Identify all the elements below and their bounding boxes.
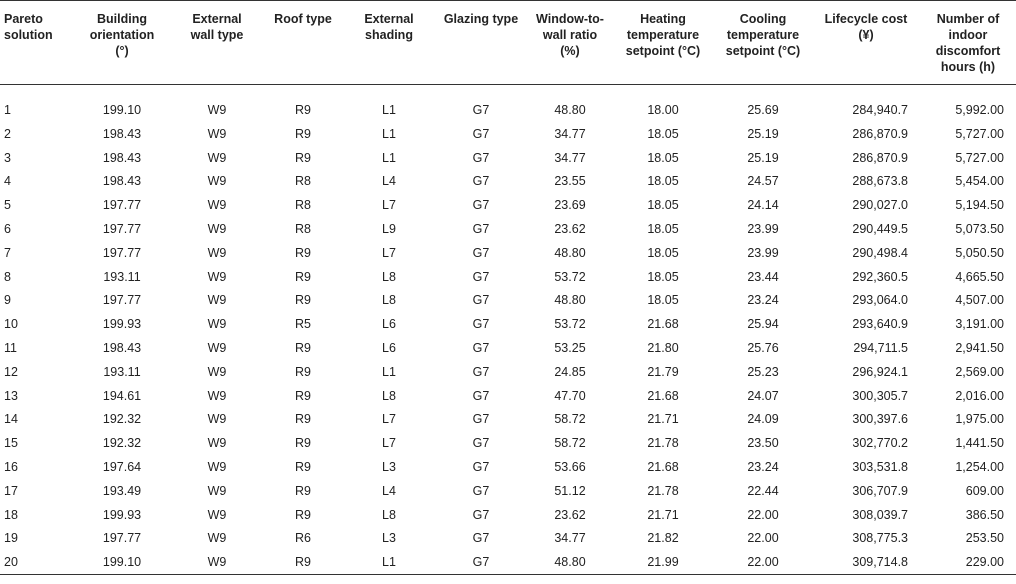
cell-external-wall-type: W9 [207, 245, 227, 260]
cell-lifecycle-cost: 303,531.8 [852, 460, 908, 475]
cell-lifecycle-cost: 306,707.9 [852, 483, 908, 498]
cell-glazing-type: G7 [472, 531, 490, 546]
cell-window-to-wall-ratio: 23.62 [554, 507, 586, 522]
cell-discomfort-hours: 4,665.50 [955, 269, 1004, 284]
cell-glazing-type: G7 [472, 507, 490, 522]
cell-cooling-setpoint: 24.09 [747, 412, 779, 427]
cell-glazing-type: G7 [472, 174, 490, 189]
cell-discomfort-hours: 2,941.50 [955, 341, 1004, 356]
cell-building-orientation: 198.43 [102, 126, 142, 141]
table-row [0, 312, 1016, 336]
cell-roof-type: R9 [295, 436, 311, 451]
cell-heating-setpoint: 18.00 [647, 102, 679, 117]
cell-lifecycle-cost: 288,673.8 [852, 174, 908, 189]
cell-external-shading: L3 [382, 460, 396, 475]
cell-glazing-type: G7 [472, 293, 490, 308]
cell-external-wall-type: W9 [207, 317, 227, 332]
cell-pareto-solution: 2 [4, 126, 11, 141]
cell-window-to-wall-ratio: 48.80 [554, 245, 586, 260]
table-row [0, 146, 1016, 170]
cell-lifecycle-cost: 302,770.2 [852, 436, 908, 451]
header-roof-type: Roof type [262, 1, 344, 85]
table-body [0, 85, 1016, 575]
header-discomfort-hours: Number of indoor discomfort hours (h) [920, 1, 1016, 85]
cell-pareto-solution: 19 [4, 531, 18, 546]
cell-lifecycle-cost: 300,305.7 [852, 388, 908, 403]
cell-discomfort-hours: 253.50 [965, 531, 1004, 546]
cell-roof-type: R9 [295, 126, 311, 141]
cell-building-orientation: 198.43 [102, 341, 142, 356]
table-row [0, 431, 1016, 455]
cell-external-wall-type: W9 [207, 341, 227, 356]
cell-window-to-wall-ratio: 23.55 [554, 174, 586, 189]
cell-building-orientation: 197.77 [102, 198, 142, 213]
cell-lifecycle-cost: 284,940.7 [852, 102, 908, 117]
cell-roof-type: R8 [295, 222, 311, 237]
cell-window-to-wall-ratio: 58.72 [554, 412, 586, 427]
cell-pareto-solution: 9 [4, 293, 11, 308]
cell-glazing-type: G7 [472, 483, 490, 498]
cell-window-to-wall-ratio: 34.77 [554, 150, 586, 165]
cell-cooling-setpoint: 25.19 [747, 126, 779, 141]
table-row [0, 360, 1016, 384]
table-row [0, 241, 1016, 265]
cell-external-wall-type: W9 [207, 436, 227, 451]
cell-lifecycle-cost: 308,775.3 [852, 531, 908, 546]
cell-pareto-solution: 12 [4, 364, 18, 379]
cell-cooling-setpoint: 22.00 [747, 531, 779, 546]
cell-heating-setpoint: 18.05 [647, 293, 679, 308]
cell-external-wall-type: W9 [207, 388, 227, 403]
cell-window-to-wall-ratio: 53.25 [554, 341, 586, 356]
cell-external-wall-type: W9 [172, 550, 262, 574]
header-external-wall-type: External wall type [172, 1, 262, 85]
header-cooling-setpoint: Cooling temperature setpoint (°C) [714, 1, 812, 85]
cell-external-shading: L6 [382, 317, 396, 332]
cell-building-orientation: 199.93 [102, 507, 142, 522]
cell-discomfort-hours: 5,194.50 [955, 198, 1004, 213]
cell-roof-type: R9 [295, 269, 311, 284]
cell-external-shading: L4 [382, 483, 396, 498]
table-row [0, 503, 1016, 527]
cell-building-orientation: 197.77 [102, 222, 142, 237]
cell-building-orientation: 197.77 [102, 293, 142, 308]
cell-external-shading: L1 [382, 102, 396, 117]
cell-building-orientation: 199.93 [102, 317, 142, 332]
cell-glazing-type: G7 [472, 126, 490, 141]
cell-heating-setpoint: 21.71 [647, 412, 679, 427]
cell-glazing-type: G7 [472, 198, 490, 213]
cell-external-wall-type: W9 [207, 102, 227, 117]
table-row [0, 85, 1016, 123]
cell-roof-type: R6 [295, 531, 311, 546]
cell-pareto-solution: 6 [4, 222, 11, 237]
cell-external-shading: L1 [344, 550, 434, 574]
cell-glazing-type: G7 [472, 317, 490, 332]
cell-cooling-setpoint: 25.94 [747, 317, 779, 332]
cell-external-wall-type: W9 [207, 150, 227, 165]
cell-building-orientation: 198.43 [102, 150, 142, 165]
cell-window-to-wall-ratio: 58.72 [554, 436, 586, 451]
cell-discomfort-hours: 386.50 [965, 507, 1004, 522]
cell-roof-type: R9 [262, 550, 344, 574]
cell-external-wall-type: W9 [207, 126, 227, 141]
cell-window-to-wall-ratio: 53.72 [554, 269, 586, 284]
table-row [0, 527, 1016, 551]
table-row [0, 289, 1016, 313]
cell-heating-setpoint: 18.05 [647, 174, 679, 189]
cell-cooling-setpoint: 25.76 [747, 341, 779, 356]
cell-glazing-type: G7 [434, 550, 528, 574]
cell-cooling-setpoint: 23.44 [747, 269, 779, 284]
cell-roof-type: R9 [295, 293, 311, 308]
cell-glazing-type: G7 [472, 222, 490, 237]
cell-glazing-type: G7 [472, 102, 490, 117]
cell-building-orientation: 198.43 [102, 174, 142, 189]
cell-roof-type: R9 [295, 507, 311, 522]
cell-building-orientation: 192.32 [102, 412, 142, 427]
cell-lifecycle-cost: 300,397.6 [852, 412, 908, 427]
table-row [0, 217, 1016, 241]
cell-roof-type: R8 [295, 198, 311, 213]
table-row [0, 265, 1016, 289]
cell-pareto-solution: 14 [4, 412, 18, 427]
cell-window-to-wall-ratio: 34.77 [554, 126, 586, 141]
cell-glazing-type: G7 [472, 460, 490, 475]
cell-pareto-solution: 8 [4, 269, 11, 284]
cell-window-to-wall-ratio: 48.80 [554, 102, 586, 117]
cell-cooling-setpoint: 23.24 [747, 293, 779, 308]
header-glazing-type: Glazing type [434, 1, 528, 85]
cell-external-wall-type: W9 [207, 507, 227, 522]
cell-window-to-wall-ratio: 48.80 [528, 550, 612, 574]
cell-cooling-setpoint: 23.50 [747, 436, 779, 451]
header-lifecycle-cost: Lifecycle cost (¥) [812, 1, 920, 85]
cell-cooling-setpoint: 24.14 [747, 198, 779, 213]
cell-pareto-solution: 15 [4, 436, 18, 451]
table-row [0, 408, 1016, 432]
header-external-shading: External shading [344, 1, 434, 85]
cell-heating-setpoint: 21.68 [647, 388, 679, 403]
cell-glazing-type: G7 [472, 150, 490, 165]
cell-roof-type: R9 [295, 412, 311, 427]
cell-building-orientation: 197.77 [102, 531, 142, 546]
cell-building-orientation: 197.64 [102, 460, 142, 475]
cell-discomfort-hours: 5,727.00 [955, 150, 1004, 165]
cell-roof-type: R9 [295, 245, 311, 260]
cell-external-shading: L1 [382, 126, 396, 141]
cell-external-wall-type: W9 [207, 364, 227, 379]
cell-roof-type: R5 [295, 317, 311, 332]
cell-roof-type: R9 [295, 150, 311, 165]
cell-external-shading: L1 [382, 150, 396, 165]
cell-pareto-solution: 4 [4, 174, 11, 189]
table-row [0, 193, 1016, 217]
cell-building-orientation: 192.32 [102, 436, 142, 451]
cell-building-orientation: 193.49 [102, 483, 142, 498]
cell-pareto-solution: 11 [4, 341, 17, 356]
cell-pareto-solution: 20 [0, 550, 72, 574]
cell-pareto-solution: 5 [4, 198, 11, 213]
cell-lifecycle-cost: 296,924.1 [852, 364, 908, 379]
cell-external-shading: L6 [382, 341, 396, 356]
cell-glazing-type: G7 [472, 412, 490, 427]
cell-heating-setpoint: 21.68 [647, 460, 679, 475]
cell-heating-setpoint: 21.82 [647, 531, 679, 546]
cell-building-orientation: 194.61 [102, 388, 142, 403]
cell-cooling-setpoint: 22.00 [747, 507, 779, 522]
cell-heating-setpoint: 21.68 [647, 317, 679, 332]
cell-window-to-wall-ratio: 23.62 [554, 222, 586, 237]
cell-pareto-solution: 7 [4, 245, 11, 260]
cell-pareto-solution: 18 [4, 507, 18, 522]
cell-external-wall-type: W9 [207, 174, 227, 189]
cell-external-shading: L7 [382, 198, 396, 213]
cell-roof-type: R9 [295, 483, 311, 498]
cell-pareto-solution: 3 [4, 150, 11, 165]
cell-discomfort-hours: 609.00 [965, 483, 1004, 498]
cell-external-wall-type: W9 [207, 412, 227, 427]
cell-lifecycle-cost: 286,870.9 [852, 150, 908, 165]
cell-discomfort-hours: 2,016.00 [955, 388, 1004, 403]
cell-glazing-type: G7 [472, 388, 490, 403]
cell-window-to-wall-ratio: 51.12 [554, 483, 586, 498]
header-pareto-solution: Pareto solution [0, 1, 72, 85]
cell-roof-type: R9 [295, 102, 311, 117]
cell-glazing-type: G7 [472, 341, 490, 356]
cell-lifecycle-cost: 293,064.0 [852, 293, 908, 308]
cell-heating-setpoint: 18.05 [647, 126, 679, 141]
table-row [0, 336, 1016, 360]
cell-cooling-setpoint: 25.19 [747, 150, 779, 165]
cell-external-wall-type: W9 [207, 198, 227, 213]
cell-window-to-wall-ratio: 53.66 [554, 460, 586, 475]
cell-lifecycle-cost: 294,711.5 [853, 341, 908, 356]
cell-building-orientation: 193.11 [103, 364, 141, 379]
cell-external-shading: L9 [382, 222, 396, 237]
cell-glazing-type: G7 [472, 364, 490, 379]
cell-external-shading: L8 [382, 293, 396, 308]
cell-heating-setpoint: 21.78 [647, 483, 679, 498]
cell-glazing-type: G7 [472, 245, 490, 260]
cell-cooling-setpoint: 23.99 [747, 222, 779, 237]
cell-external-wall-type: W9 [207, 483, 227, 498]
cell-lifecycle-cost: 286,870.9 [852, 126, 908, 141]
cell-discomfort-hours: 4,507.00 [955, 293, 1004, 308]
table-row [0, 479, 1016, 503]
cell-cooling-setpoint: 22.00 [714, 550, 812, 574]
cell-discomfort-hours: 5,073.50 [955, 222, 1004, 237]
cell-window-to-wall-ratio: 53.72 [554, 317, 586, 332]
cell-lifecycle-cost: 290,449.5 [852, 222, 908, 237]
cell-lifecycle-cost: 308,039.7 [852, 507, 908, 522]
cell-heating-setpoint: 18.05 [647, 269, 679, 284]
cell-roof-type: R9 [295, 460, 311, 475]
cell-external-wall-type: W9 [207, 460, 227, 475]
header-window-to-wall-ratio: Window-to- wall ratio (%) [528, 1, 612, 85]
cell-external-shading: L8 [382, 507, 396, 522]
cell-external-shading: L3 [382, 531, 396, 546]
cell-window-to-wall-ratio: 48.80 [554, 293, 586, 308]
cell-cooling-setpoint: 25.23 [747, 364, 779, 379]
cell-cooling-setpoint: 23.99 [747, 245, 779, 260]
cell-discomfort-hours: 1,254.00 [955, 460, 1004, 475]
cell-external-shading: L7 [382, 412, 396, 427]
cell-glazing-type: G7 [472, 269, 490, 284]
cell-external-shading: L7 [382, 436, 396, 451]
cell-cooling-setpoint: 25.69 [747, 102, 779, 117]
cell-discomfort-hours: 1,975.00 [955, 412, 1004, 427]
cell-pareto-solution: 10 [4, 317, 18, 332]
cell-external-wall-type: W9 [207, 293, 227, 308]
cell-external-shading: L1 [382, 364, 396, 379]
cell-heating-setpoint: 21.71 [647, 507, 679, 522]
cell-discomfort-hours: 5,727.00 [955, 126, 1004, 141]
table-row [0, 384, 1016, 408]
cell-roof-type: R8 [295, 174, 311, 189]
table-row [0, 122, 1016, 146]
cell-heating-setpoint: 18.05 [647, 245, 679, 260]
cell-discomfort-hours: 229.00 [920, 550, 1016, 574]
cell-heating-setpoint: 21.79 [647, 364, 679, 379]
cell-lifecycle-cost: 290,027.0 [852, 198, 908, 213]
cell-heating-setpoint: 21.78 [647, 436, 679, 451]
cell-discomfort-hours: 5,050.50 [955, 245, 1004, 260]
cell-building-orientation: 197.77 [102, 245, 142, 260]
cell-building-orientation: 199.10 [72, 550, 172, 574]
cell-external-shading: L8 [382, 269, 396, 284]
cell-pareto-solution: 13 [4, 388, 18, 403]
table-row [0, 550, 1016, 574]
cell-cooling-setpoint: 22.44 [747, 483, 779, 498]
cell-heating-setpoint: 21.99 [612, 550, 714, 574]
cell-heating-setpoint: 21.80 [647, 341, 679, 356]
cell-window-to-wall-ratio: 47.70 [554, 388, 586, 403]
cell-glazing-type: G7 [472, 436, 490, 451]
header-row [0, 1, 1016, 85]
cell-external-shading: L4 [382, 174, 396, 189]
cell-cooling-setpoint: 24.57 [747, 174, 779, 189]
cell-roof-type: R9 [295, 388, 311, 403]
cell-cooling-setpoint: 23.24 [747, 460, 779, 475]
cell-external-wall-type: W9 [207, 531, 227, 546]
cell-pareto-solution: 1 [4, 102, 11, 117]
cell-external-wall-type: W9 [207, 269, 227, 284]
cell-building-orientation: 193.11 [103, 269, 141, 284]
cell-roof-type: R9 [295, 341, 311, 356]
cell-lifecycle-cost: 309,714.8 [812, 550, 920, 574]
cell-external-shading: L8 [382, 388, 396, 403]
cell-discomfort-hours: 1,441.50 [955, 436, 1004, 451]
cell-lifecycle-cost: 290,498.4 [852, 245, 908, 260]
cell-building-orientation: 199.10 [102, 102, 142, 117]
cell-heating-setpoint: 18.05 [647, 222, 679, 237]
cell-discomfort-hours: 2,569.00 [955, 364, 1004, 379]
cell-discomfort-hours: 3,191.00 [955, 317, 1004, 332]
cell-window-to-wall-ratio: 24.85 [554, 364, 586, 379]
cell-lifecycle-cost: 293,640.9 [852, 317, 908, 332]
cell-discomfort-hours: 5,992.00 [955, 102, 1004, 117]
cell-window-to-wall-ratio: 34.77 [554, 531, 586, 546]
cell-heating-setpoint: 18.05 [647, 150, 679, 165]
header-building-orientation: Building orientation (°) [72, 1, 172, 85]
cell-heating-setpoint: 18.05 [647, 198, 679, 213]
cell-external-shading: L7 [382, 245, 396, 260]
cell-window-to-wall-ratio: 23.69 [554, 198, 586, 213]
table-row [0, 455, 1016, 479]
header-heating-setpoint: Heating temperature setpoint (°C) [612, 1, 714, 85]
cell-cooling-setpoint: 24.07 [747, 388, 779, 403]
table-row [0, 170, 1016, 194]
cell-external-wall-type: W9 [207, 222, 227, 237]
cell-pareto-solution: 16 [4, 460, 18, 475]
cell-roof-type: R9 [295, 364, 311, 379]
cell-discomfort-hours: 5,454.00 [955, 174, 1004, 189]
cell-lifecycle-cost: 292,360.5 [852, 269, 908, 284]
cell-pareto-solution: 17 [4, 483, 18, 498]
